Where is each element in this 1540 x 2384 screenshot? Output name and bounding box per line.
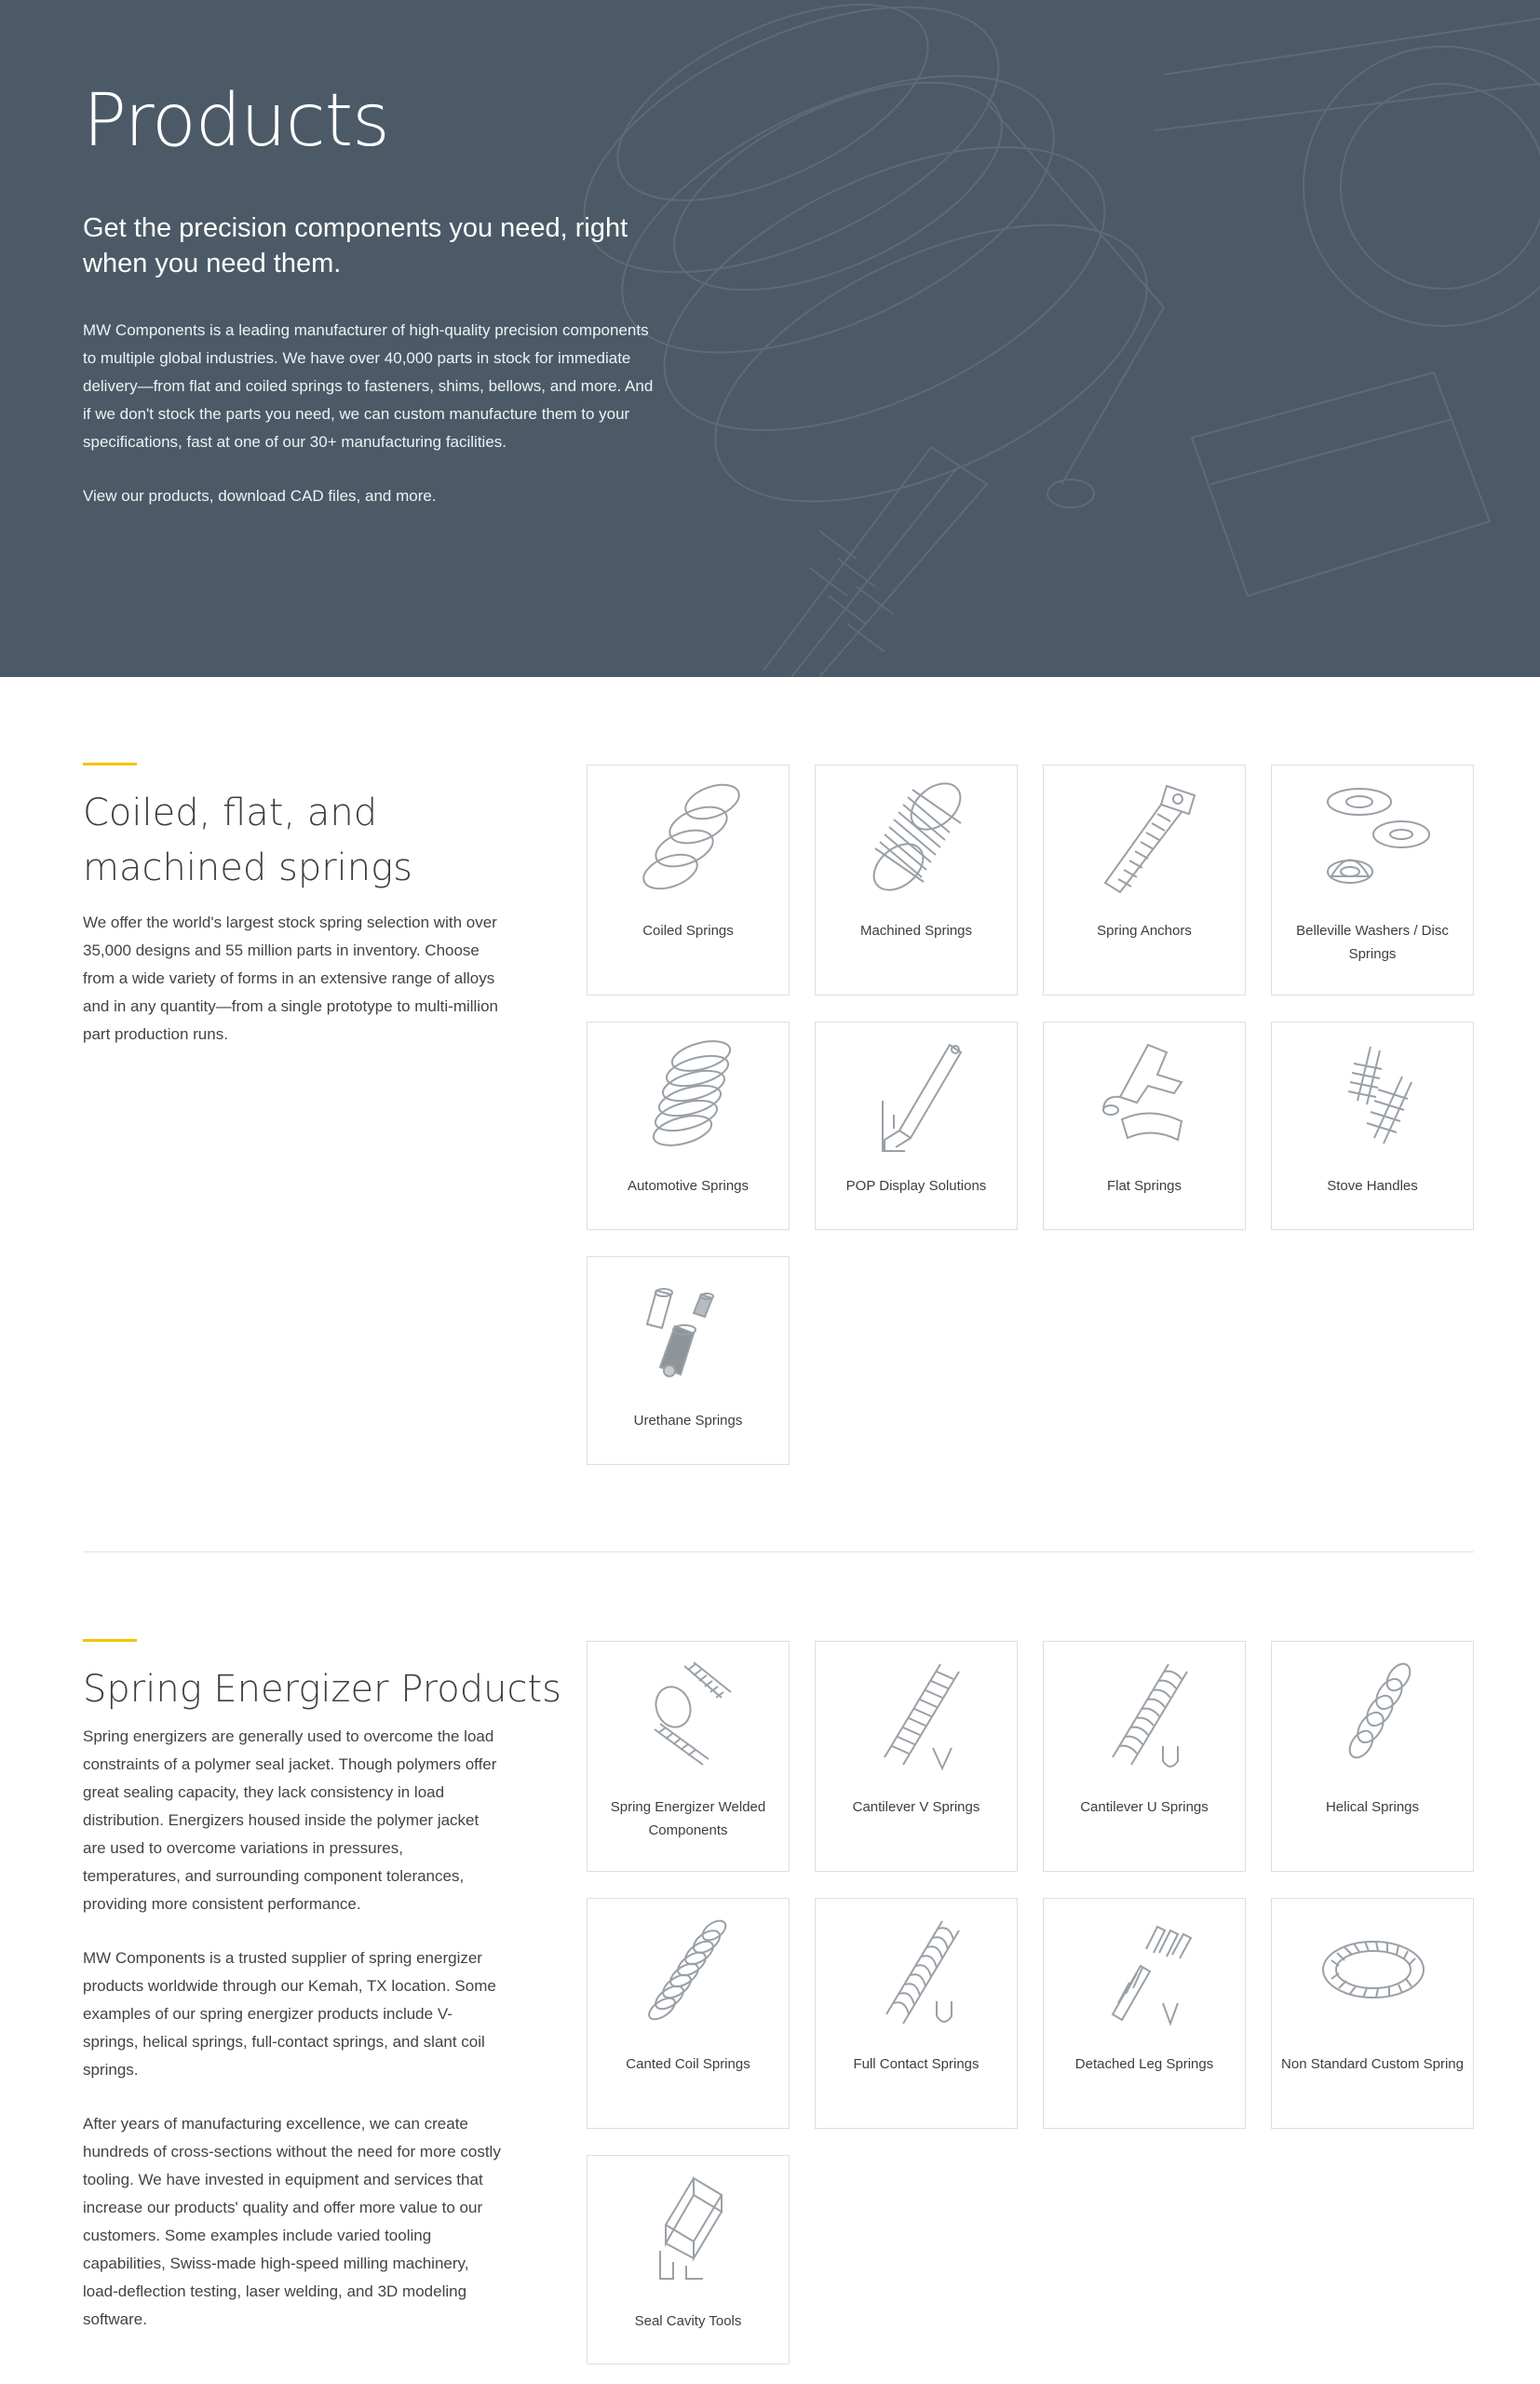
- detached-leg-spring-icon: [1085, 1912, 1206, 2033]
- section-paragraph: MW Components is a trusted supplier of spring energizer products worldwide through our Kemah, TX location. Some examples of our spring energizer products include V-springs, helical springs, full-contact springs, and slant coil springs.: [83, 1949, 496, 2079]
- product-label: Automotive Springs: [627, 1178, 750, 1194]
- product-card-cantilever-v-springs[interactable]: [815, 1641, 1018, 1872]
- accent-bar: [83, 1639, 137, 1642]
- product-card-automotive-springs[interactable]: [587, 1022, 790, 1230]
- product-card-detached-leg-springs[interactable]: [1043, 1898, 1246, 2129]
- product-label: Helical Springs: [1325, 1799, 1420, 1815]
- page-title: Products: [83, 79, 389, 163]
- seal-cavity-tool-icon: [628, 2169, 750, 2290]
- section-paragraph: Spring energizers are generally used to overcome the load constraints of a polymer seal jacket. Though polymers offer great sealing capacity, they lack consistency in load distribution. Energizers housed inside the polymer jacket are used to overcome variations in pressures, temperatures, and surrounding component tolerances, providing more consistent performance.: [83, 1727, 497, 1913]
- product-card-cantilever-u-springs[interactable]: [1043, 1641, 1246, 1872]
- hero-banner: [0, 0, 1540, 677]
- section-body-energizers: [83, 1723, 502, 2334]
- custom-spring-icon: [1313, 1912, 1434, 2033]
- product-label: POP Display Solutions: [845, 1178, 987, 1194]
- section-paragraph: We offer the world's largest stock spring selection with over 35,000 designs and 55 million parts in inventory. Choose from a wide variety of forms in an extensive range of alloys and in any quantity—from a single prototype to multi-million part production runs.: [83, 914, 498, 1043]
- welded-component-icon: [628, 1655, 750, 1776]
- automotive-spring-icon: [628, 1036, 750, 1157]
- product-label: Cantilever V Springs: [852, 1799, 980, 1815]
- product-card-canted-coil-springs[interactable]: [587, 1898, 790, 2129]
- canted-coil-spring-icon: [628, 1912, 750, 2033]
- full-contact-spring-icon: [857, 1912, 978, 2033]
- machined-spring-icon: [857, 779, 978, 900]
- product-label: Flat Springs: [1106, 1178, 1182, 1194]
- cantilever-u-spring-icon: [1085, 1655, 1206, 1776]
- product-label: Urethane Springs: [633, 1413, 743, 1429]
- section-title-springs: Coiled, flat, and machined springs: [83, 792, 412, 889]
- section-body-springs: [83, 909, 502, 1049]
- product-card-stove-handles[interactable]: [1271, 1022, 1474, 1230]
- helical-spring-icon: [1313, 1655, 1434, 1776]
- product-label: Canted Coil Springs: [626, 2056, 750, 2072]
- product-card-seal-cavity-tools[interactable]: [587, 2155, 790, 2364]
- product-label: Stove Handles: [1327, 1178, 1418, 1194]
- hero-subtitle: Get the precision components you need, right when you need them.: [83, 212, 628, 278]
- product-label: Coiled Springs: [642, 923, 734, 939]
- hero-cta-text: View our products, download CAD files, and more.: [83, 486, 437, 505]
- product-card-pop-display[interactable]: [815, 1022, 1018, 1230]
- product-label: Machined Springs: [859, 923, 973, 939]
- product-label: Belleville Washers / Disc Springs: [1296, 923, 1449, 962]
- product-card-machined-springs[interactable]: [815, 765, 1018, 996]
- product-card-full-contact-springs[interactable]: [815, 1898, 1018, 2129]
- product-card-flat-springs[interactable]: [1043, 1022, 1246, 1230]
- section-divider: [83, 1551, 1474, 1552]
- belleville-washer-icon: [1313, 779, 1434, 900]
- product-card-urethane-springs[interactable]: [587, 1256, 790, 1465]
- stove-handle-icon: [1313, 1036, 1434, 1157]
- product-label: Detached Leg Springs: [1074, 2056, 1214, 2072]
- product-label: Spring Energizer Welded Components: [610, 1799, 766, 1838]
- product-card-welded-components[interactable]: [587, 1641, 790, 1872]
- product-card-custom-spring[interactable]: [1271, 1898, 1474, 2129]
- section-paragraph: After years of manufacturing excellence, we can create hundreds of cross-sections without the need for more costly tooling. We have invested in equipment and services that increase our products' quality and offer more value to our customers. Some examples include varied tooling capabilities, Swiss-made high-speed milling machinery, load-deflection testing, laser welding, and 3D modeling software.: [83, 2115, 501, 2328]
- product-label: Non Standard Custom Spring: [1281, 2056, 1464, 2072]
- product-label: Full Contact Springs: [853, 2056, 979, 2072]
- pop-display-icon: [857, 1036, 978, 1157]
- hero-description: MW Components is a leading manufacturer of high-quality precision components to multiple global industries. We have over 40,000 parts in stock for immediate delivery—from flat and coiled springs to fasteners, shims, bellows, and more. And if we don't stock the parts you need, we can custom manufacture them to your specifications, fast at one of our 30+ manufacturing facilities.: [83, 320, 654, 451]
- product-label: Cantilever U Springs: [1080, 1799, 1209, 1815]
- spring-anchor-icon: [1085, 779, 1206, 900]
- coiled-spring-icon: [628, 779, 750, 900]
- urethane-spring-icon: [628, 1270, 750, 1391]
- product-label: Seal Cavity Tools: [634, 2313, 742, 2329]
- flat-spring-icon: [1085, 1036, 1206, 1157]
- cantilever-v-spring-icon: [857, 1655, 978, 1776]
- product-card-belleville-washers[interactable]: [1271, 765, 1474, 996]
- product-card-coiled-springs[interactable]: [587, 765, 790, 996]
- accent-bar: [83, 763, 137, 765]
- product-card-spring-anchors[interactable]: [1043, 765, 1246, 996]
- section-title-energizers: Spring Energizer Products: [83, 1668, 561, 1711]
- product-label: Spring Anchors: [1097, 923, 1192, 939]
- product-card-helical-springs[interactable]: [1271, 1641, 1474, 1872]
